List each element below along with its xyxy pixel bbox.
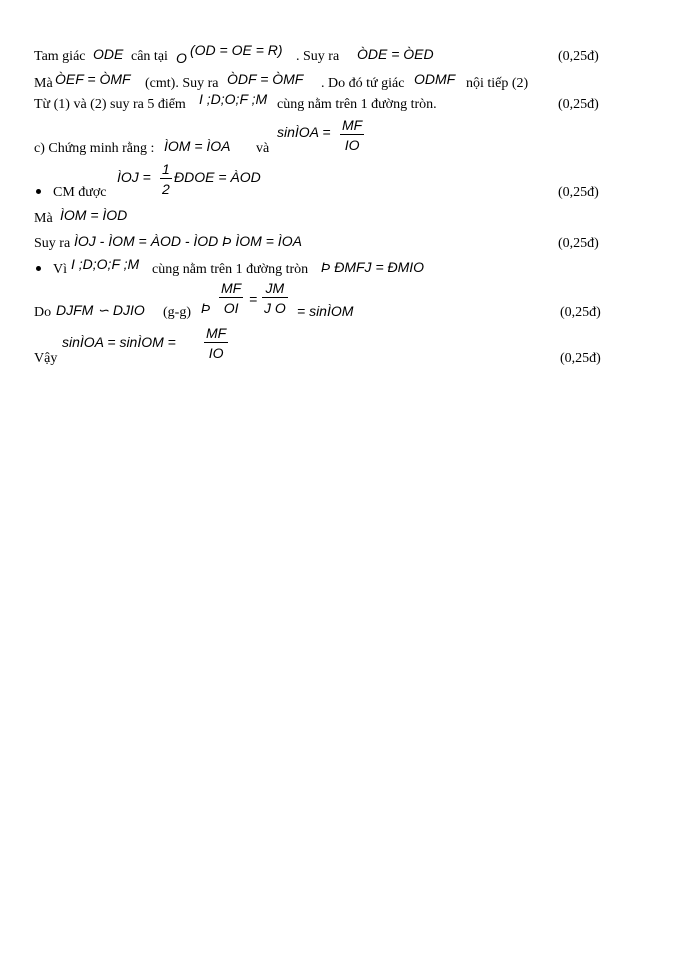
line9-math-equals: = [249, 291, 258, 307]
score-line9: (0,25đ) [560, 305, 601, 320]
line1-text-suy-ra: . Suy ra [296, 49, 340, 64]
line9-fraction2-bar [262, 297, 288, 298]
line1-math-radius: (OD = OE = R) [190, 42, 283, 58]
line2-text-do-do: . Do đó tứ giác [321, 76, 405, 91]
line9-fraction-2 [262, 281, 288, 315]
line9-fraction-1 [219, 281, 243, 315]
line9-math-similar: DJFM ∽ DJIO [56, 302, 145, 318]
line5-math-doe: ÐDOE = ÀOD [174, 169, 261, 185]
line1-text-can-tai: cân tại [131, 49, 168, 64]
line4-math-angle-eq: ÌOM = ÌOA [164, 138, 231, 154]
line5-fraction-den: 2 [162, 181, 170, 197]
line10-fraction-den: IO [208, 345, 224, 361]
line9-fraction2-num: JM [265, 280, 285, 296]
line9-text-gg: (g-g) [163, 305, 191, 320]
line9-text-do: Do [34, 305, 52, 320]
line2-math-odmf: ODMF [414, 71, 456, 87]
line1-math-ode: ODE [93, 46, 124, 62]
score-line7: (0,25đ) [558, 236, 599, 251]
line7-text-suy-ra: Suy ra [34, 236, 71, 251]
line2-text-noi-tiep: nội tiếp (2) [466, 76, 529, 91]
line10-fraction-bar [204, 342, 228, 343]
score-line10: (0,25đ) [560, 351, 601, 366]
line1-math-o: O [176, 50, 187, 66]
line8-text-vi: Vì [53, 262, 67, 277]
line4-text-chung-minh: c) Chứng minh rằng : [34, 141, 155, 156]
line4-fraction [340, 118, 364, 152]
line9-fraction1-den: OI [223, 300, 239, 316]
line9-math-implies: Þ [201, 300, 211, 316]
line1-text-tam-giac: Tam giác [34, 49, 86, 64]
line10-math-sin: sinÌOA = sinÌOM = [62, 334, 176, 350]
line6-text-ma: Mà [34, 211, 53, 226]
score-line1: (0,25đ) [558, 49, 599, 64]
line9-fraction2-den: J O [264, 300, 286, 316]
line5-text-cm-duoc: CM được [53, 185, 107, 200]
line5-fraction-num: 1 [162, 161, 170, 177]
line5-fraction-bar [160, 178, 172, 179]
line3-text-cung-nam: cùng nằm trên 1 đường tròn. [277, 97, 437, 112]
line9-math-sin: = sinÌOM [297, 303, 354, 319]
line2-text-ma: Mà [34, 76, 53, 91]
bullet-2 [36, 266, 41, 271]
score-line5: (0,25đ) [558, 185, 599, 200]
line2-math-angle-eq2: ÒDF = ÒMF [227, 71, 304, 87]
line9-fraction1-bar [219, 297, 243, 298]
line2-text-cmt: (cmt). Suy ra [145, 76, 219, 91]
line8-math-angle-eq: Þ ÐMFJ = ÐMIO [321, 259, 425, 275]
line7-math-chain: ÌOJ - ÌOM = ÀOD - ÌOD Þ ÌOM = ÌOA [74, 233, 302, 249]
line8-text-cung-nam: cùng nằm trên 1 đường tròn [152, 262, 309, 277]
line4-math-sin: sinÌOA = [277, 124, 331, 140]
line4-text-va: và [256, 141, 270, 156]
line8-math-points: I ;D;O;F ;M [71, 256, 140, 272]
line10-fraction-num: MF [206, 325, 227, 341]
line10-fraction [204, 326, 228, 360]
bullet-1 [36, 189, 41, 194]
line9-fraction1-num: MF [221, 280, 242, 296]
line1-math-angle-eq: ÒDE = ÒED [357, 46, 434, 62]
line6-math-angle-eq: ÌOM = ÌOD [60, 207, 128, 223]
line5-fraction-half [160, 162, 172, 196]
line4-fraction-bar [340, 134, 364, 135]
line4-fraction-den: IO [344, 137, 360, 153]
line3-math-points: I ;D;O;F ;M [199, 91, 268, 107]
line10-text-vay: Vậy [34, 351, 58, 366]
score-line3: (0,25đ) [558, 97, 599, 112]
line2-math-angle-eq: ÒEF = ÒMF [55, 71, 131, 87]
line3-text: Từ (1) và (2) suy ra 5 điểm [34, 97, 186, 112]
line4-fraction-num: MF [342, 117, 363, 133]
line5-math-ioj: ÌOJ = [117, 169, 151, 185]
